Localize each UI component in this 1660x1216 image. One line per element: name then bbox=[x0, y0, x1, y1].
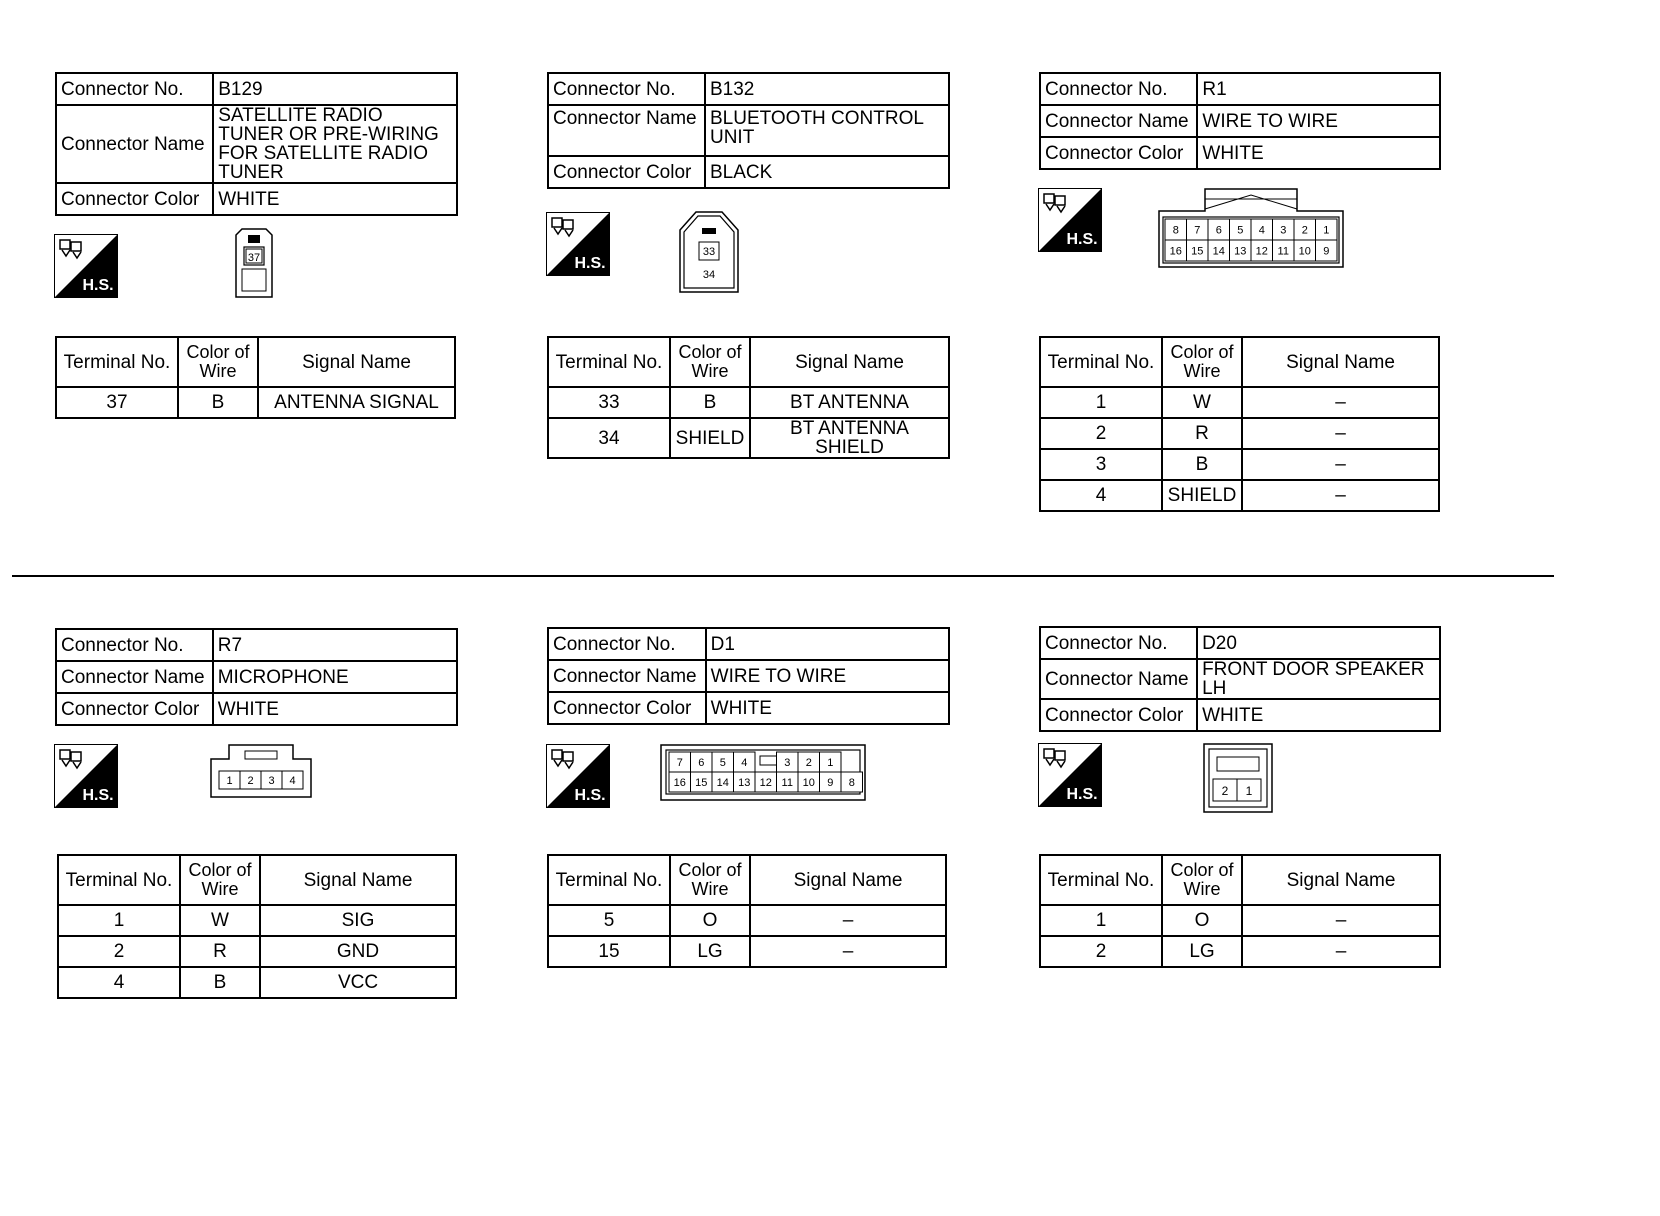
connector-d20-header bbox=[1039, 626, 1441, 732]
color-of-wire-header: Color of Wire bbox=[178, 337, 258, 387]
terminal-table-d1 bbox=[547, 854, 947, 968]
connector-color-label: Connector Color bbox=[548, 692, 706, 724]
connector-d1-header bbox=[547, 627, 950, 725]
pin-label: 12 bbox=[759, 776, 772, 789]
connector-b129-header bbox=[55, 72, 458, 216]
pin-label: 3 bbox=[1280, 224, 1287, 237]
connector-color-label: Connector Color bbox=[1040, 699, 1197, 731]
terminal-no: 4 bbox=[58, 967, 180, 998]
pin-label: 1 bbox=[827, 756, 834, 769]
connector-color-label: Connector Color bbox=[56, 183, 213, 215]
connector-d1-diagram bbox=[660, 744, 866, 801]
pin-label: 16 bbox=[673, 776, 686, 789]
pin-label: 8 bbox=[1172, 224, 1179, 237]
connector-no-value: R1 bbox=[1197, 73, 1440, 105]
wire-color: O bbox=[1162, 905, 1242, 936]
connector-name-value: FRONT DOOR SPEAKER LH bbox=[1197, 659, 1440, 699]
terminal-table-r1 bbox=[1039, 336, 1440, 512]
terminal-no: 5 bbox=[548, 905, 670, 936]
signal-name: – bbox=[1242, 418, 1439, 449]
wire-color: R bbox=[180, 936, 260, 967]
table-row bbox=[58, 905, 456, 936]
signal-name: BT ANTENNA bbox=[750, 387, 949, 418]
connector-name-value: BLUETOOTH CONTROL UNIT bbox=[705, 105, 949, 156]
table-row bbox=[1040, 936, 1440, 967]
wire-color: B bbox=[178, 387, 258, 418]
hs-label: H.S. bbox=[1066, 786, 1098, 803]
connector-color-value: BLACK bbox=[705, 156, 949, 188]
pin-label: 15 bbox=[1191, 245, 1204, 258]
table-row bbox=[1040, 905, 1440, 936]
harness-side-icon bbox=[54, 744, 118, 808]
connector-no-value: B132 bbox=[705, 73, 949, 105]
color-of-wire-header: Color of Wire bbox=[670, 855, 750, 905]
connector-color-value: WHITE bbox=[213, 183, 457, 215]
table-row bbox=[1040, 418, 1439, 449]
hs-label: H.S. bbox=[82, 787, 114, 804]
hs-label: H.S. bbox=[1066, 231, 1098, 248]
terminal-no: 2 bbox=[58, 936, 180, 967]
pin-label: 3 bbox=[784, 756, 791, 769]
pin-label: 5 bbox=[1237, 224, 1244, 237]
pin-label: 12 bbox=[1255, 245, 1268, 258]
connector-no-value: R7 bbox=[213, 629, 457, 661]
signal-name: – bbox=[1242, 449, 1439, 480]
pin-label: 11 bbox=[781, 776, 793, 789]
pin-label: 1 bbox=[226, 774, 233, 787]
pin-label: 2 bbox=[247, 774, 254, 787]
terminal-no: 3 bbox=[1040, 449, 1162, 480]
connector-color-value: WHITE bbox=[1197, 137, 1440, 169]
pin-label: 7 bbox=[1194, 224, 1201, 237]
pin-label: 7 bbox=[676, 756, 683, 769]
connector-color-label: Connector Color bbox=[1040, 137, 1197, 169]
terminal-no: 1 bbox=[1040, 387, 1162, 418]
wire-color: SHIELD bbox=[670, 418, 750, 458]
terminal-no-header: Terminal No. bbox=[548, 337, 670, 387]
table-row bbox=[548, 905, 946, 936]
connector-color-value: WHITE bbox=[1197, 699, 1440, 731]
pin-label: 4 bbox=[1258, 224, 1265, 237]
wire-color: O bbox=[670, 905, 750, 936]
wire-color: B bbox=[1162, 449, 1242, 480]
terminal-no: 34 bbox=[548, 418, 670, 458]
harness-side-icon bbox=[546, 744, 610, 808]
harness-side-icon bbox=[54, 234, 118, 298]
terminal-table-b129 bbox=[55, 336, 456, 419]
pin-label: 33 bbox=[702, 246, 716, 258]
connector-color-label: Connector Color bbox=[56, 693, 213, 725]
signal-name: – bbox=[1242, 905, 1440, 936]
pin-label: 2 bbox=[805, 756, 812, 769]
harness-side-icon bbox=[546, 212, 610, 276]
pin-label: 5 bbox=[719, 756, 726, 769]
table-row bbox=[1040, 387, 1439, 418]
table-row bbox=[58, 967, 456, 998]
signal-name-header: Signal Name bbox=[750, 337, 949, 387]
pin-label: 9 bbox=[1323, 245, 1330, 258]
hs-label: H.S. bbox=[574, 787, 606, 804]
signal-name: – bbox=[1242, 936, 1440, 967]
wire-color: SHIELD bbox=[1162, 480, 1242, 511]
pin-label: 10 bbox=[802, 776, 815, 789]
connector-r7-diagram bbox=[209, 743, 313, 799]
pin-label: 9 bbox=[827, 776, 834, 789]
pin-label: 4 bbox=[289, 774, 296, 787]
pin-label: 14 bbox=[1212, 245, 1225, 258]
pin-label: 3 bbox=[268, 774, 275, 787]
connector-d20-diagram bbox=[1203, 743, 1273, 813]
connector-name-value: SATELLITE RADIO TUNER OR PRE-WIRING FOR SATELLITE RADIO TUNER bbox=[213, 105, 457, 183]
pin-label: 16 bbox=[1169, 245, 1182, 258]
signal-name-header: Signal Name bbox=[1242, 855, 1440, 905]
signal-name: – bbox=[750, 905, 946, 936]
wire-color: R bbox=[1162, 418, 1242, 449]
connector-no-value: D1 bbox=[706, 628, 949, 660]
pin-label: 8 bbox=[848, 776, 855, 789]
connector-no-value: B129 bbox=[213, 73, 457, 105]
wire-color: W bbox=[1162, 387, 1242, 418]
pin-label: 2 bbox=[1301, 224, 1308, 237]
connector-name-value: WIRE TO WIRE bbox=[1197, 105, 1440, 137]
terminal-no: 15 bbox=[548, 936, 670, 967]
connector-no-value: D20 bbox=[1197, 627, 1440, 659]
terminal-no-header: Terminal No. bbox=[1040, 337, 1162, 387]
signal-name-header: Signal Name bbox=[260, 855, 456, 905]
section-divider bbox=[12, 575, 1554, 577]
signal-name: GND bbox=[260, 936, 456, 967]
terminal-no-header: Terminal No. bbox=[56, 337, 178, 387]
signal-name: ANTENNA SIGNAL bbox=[258, 387, 455, 418]
terminal-no: 2 bbox=[1040, 936, 1162, 967]
signal-name: – bbox=[750, 936, 946, 967]
table-row bbox=[1040, 449, 1439, 480]
connector-r7-header bbox=[55, 628, 458, 726]
terminal-no: 2 bbox=[1040, 418, 1162, 449]
table-row bbox=[58, 936, 456, 967]
wire-color: B bbox=[180, 967, 260, 998]
connector-name-value: MICROPHONE bbox=[213, 661, 457, 693]
pin-label: 34 bbox=[702, 269, 716, 281]
color-of-wire-header: Color of Wire bbox=[180, 855, 260, 905]
connector-name-label: Connector Name bbox=[1040, 105, 1197, 137]
connector-name-label: Connector Name bbox=[548, 105, 705, 156]
connector-name-label: Connector Name bbox=[56, 661, 213, 693]
connector-color-value: WHITE bbox=[213, 693, 457, 725]
connector-name-label: Connector Name bbox=[56, 105, 213, 183]
signal-name-header: Signal Name bbox=[258, 337, 455, 387]
connector-no-label: Connector No. bbox=[548, 73, 705, 105]
wire-color: LG bbox=[1162, 936, 1242, 967]
terminal-no: 1 bbox=[1040, 905, 1162, 936]
terminal-table-d20 bbox=[1039, 854, 1441, 968]
color-of-wire-header: Color of Wire bbox=[1162, 855, 1242, 905]
pin-label: 37 bbox=[247, 252, 261, 264]
connector-b132-header bbox=[547, 72, 950, 189]
connector-no-label: Connector No. bbox=[56, 73, 213, 105]
connector-r1-diagram bbox=[1157, 187, 1345, 269]
pin-label: 6 bbox=[1215, 224, 1222, 237]
pin-label: 10 bbox=[1298, 245, 1311, 258]
terminal-no: 33 bbox=[548, 387, 670, 418]
table-row bbox=[548, 387, 949, 418]
pin-label: 1 bbox=[1245, 784, 1253, 798]
terminal-no: 37 bbox=[56, 387, 178, 418]
connector-no-label: Connector No. bbox=[548, 628, 706, 660]
pin-label: 6 bbox=[698, 756, 705, 769]
pin-label: 11 bbox=[1277, 245, 1289, 258]
signal-name-header: Signal Name bbox=[750, 855, 946, 905]
wire-color: W bbox=[180, 905, 260, 936]
connector-name-value: WIRE TO WIRE bbox=[706, 660, 949, 692]
harness-side-icon bbox=[1038, 743, 1102, 807]
terminal-no-header: Terminal No. bbox=[58, 855, 180, 905]
wire-color: B bbox=[670, 387, 750, 418]
terminal-no-header: Terminal No. bbox=[548, 855, 670, 905]
connector-name-label: Connector Name bbox=[1040, 659, 1197, 699]
connector-color-label: Connector Color bbox=[548, 156, 705, 188]
connector-name-label: Connector Name bbox=[548, 660, 706, 692]
table-row bbox=[548, 936, 946, 967]
signal-name: BT ANTENNA SHIELD bbox=[750, 418, 949, 458]
connector-color-value: WHITE bbox=[706, 692, 949, 724]
color-of-wire-header: Color of Wire bbox=[670, 337, 750, 387]
pin-label: 4 bbox=[741, 756, 748, 769]
wire-color: LG bbox=[670, 936, 750, 967]
pin-label: 2 bbox=[1221, 784, 1229, 798]
harness-side-icon bbox=[1038, 188, 1102, 252]
connector-b129-diagram bbox=[232, 227, 276, 299]
terminal-no-header: Terminal No. bbox=[1040, 855, 1162, 905]
terminal-table-b132 bbox=[547, 336, 950, 459]
signal-name: VCC bbox=[260, 967, 456, 998]
connector-b132-diagram bbox=[678, 210, 740, 294]
connector-no-label: Connector No. bbox=[1040, 627, 1197, 659]
connector-no-label: Connector No. bbox=[56, 629, 213, 661]
connector-r1-header bbox=[1039, 72, 1441, 170]
pin-label: 13 bbox=[738, 776, 751, 789]
terminal-no: 4 bbox=[1040, 480, 1162, 511]
color-of-wire-header: Color of Wire bbox=[1162, 337, 1242, 387]
signal-name: – bbox=[1242, 387, 1439, 418]
table-row bbox=[1040, 480, 1439, 511]
signal-name-header: Signal Name bbox=[1242, 337, 1439, 387]
pin-label: 15 bbox=[695, 776, 708, 789]
terminal-no: 1 bbox=[58, 905, 180, 936]
table-row bbox=[56, 387, 455, 418]
hs-label: H.S. bbox=[82, 277, 114, 294]
pin-label: 13 bbox=[1234, 245, 1247, 258]
signal-name: SIG bbox=[260, 905, 456, 936]
signal-name: – bbox=[1242, 480, 1439, 511]
pin-label: 1 bbox=[1323, 224, 1330, 237]
table-row bbox=[548, 418, 949, 458]
hs-label: H.S. bbox=[574, 255, 606, 272]
terminal-table-r7 bbox=[57, 854, 457, 999]
connector-no-label: Connector No. bbox=[1040, 73, 1197, 105]
pin-label: 14 bbox=[716, 776, 729, 789]
